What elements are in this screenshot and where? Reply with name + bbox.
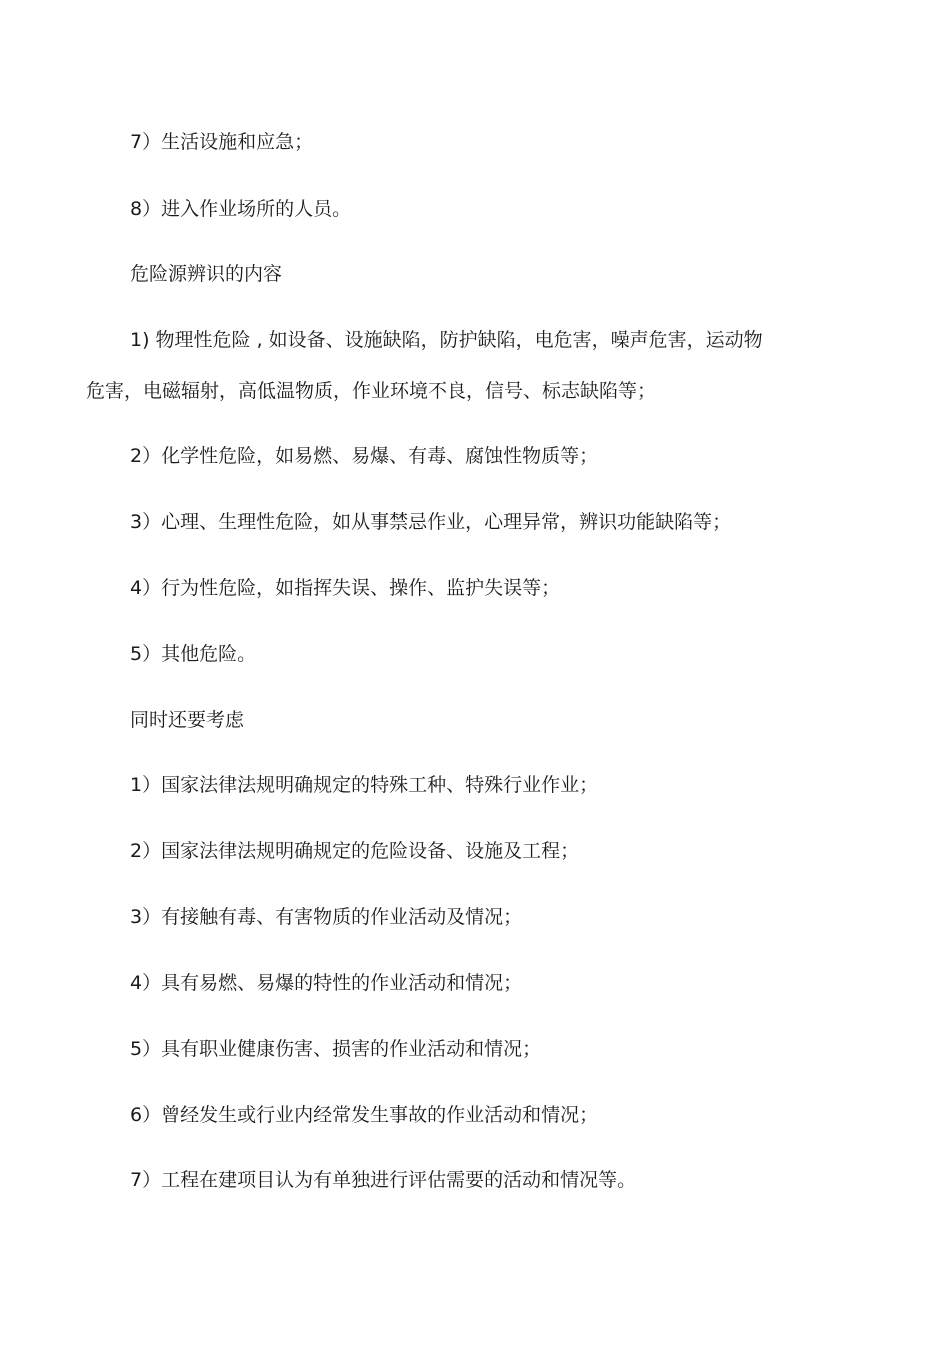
list-item: 5）其他危险。 <box>130 643 257 665</box>
list-item: 1）国家法律法规明确规定的特殊工种、特殊行业作业； <box>130 774 599 796</box>
list-item: 2）化学性危险，如易燃、易爆、有毒、腐蚀性物质等； <box>130 445 599 467</box>
list-item: 6）曾经发生或行业内经常发生事故的作业活动和情况； <box>130 1104 599 1126</box>
list-item: 1) 物理性危险 , 如设备、设施缺陷，防护缺陷，电危害，噪声危害，运动物 <box>130 329 763 351</box>
section-heading: 同时还要考虑 <box>130 709 245 731</box>
list-item-continuation: 危害，电磁辐射，高低温物质，作业环境不良，信号、标志缺陷等； <box>86 380 657 402</box>
list-item: 5）具有职业健康伤害、损害的作业活动和情况； <box>130 1038 542 1060</box>
list-item: 2）国家法律法规明确规定的危险设备、设施及工程； <box>130 840 580 862</box>
list-item: 7）工程在建项目认为有单独进行评估需要的活动和情况等。 <box>130 1169 637 1191</box>
list-item: 8）进入作业场所的人员。 <box>130 198 352 220</box>
section-heading: 危险源辨识的内容 <box>130 263 283 285</box>
list-item: 4）具有易燃、易爆的特性的作业活动和情况； <box>130 972 523 994</box>
list-item: 7）生活设施和应急； <box>130 131 314 153</box>
list-item: 3）心理、生理性危险，如从事禁忌作业，心理异常，辨识功能缺陷等； <box>130 511 732 533</box>
list-item: 3）有接触有毒、有害物质的作业活动及情况； <box>130 906 523 928</box>
list-item: 4）行为性危险，如指挥失误、操作、监护失误等； <box>130 577 561 599</box>
